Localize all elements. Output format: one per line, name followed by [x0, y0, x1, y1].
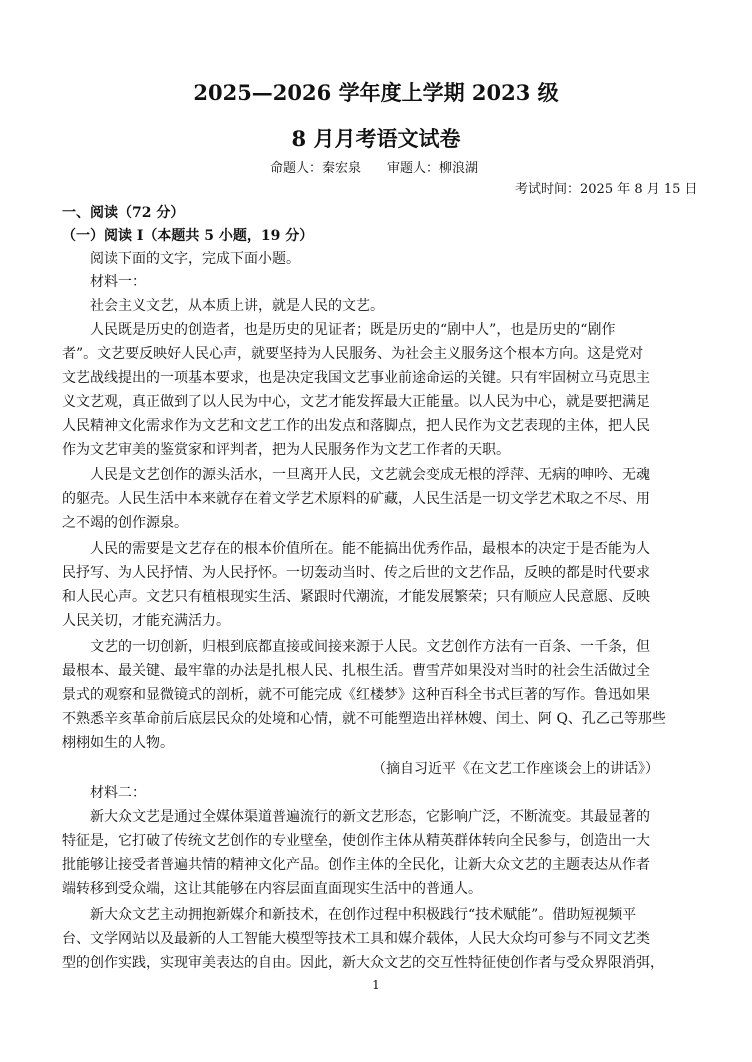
text-line: 不熟悉辛亥革命前后底层民众的处境和心情，就不可能塑造出祥林嫂、闰土、阿 Q、孔乙己等那些: [62, 711, 666, 727]
text-line: 和人民心声。文艺只有植根现实生活、紧跟时代潮流，才能发展繁荣；只有顺应人民意愿、反映: [62, 589, 650, 605]
text-line: 端转移到受众端，这让其能够在内容层面直面现实生活中的普通人。: [62, 881, 482, 897]
text-line: 之不竭的创作源泉。: [62, 515, 188, 531]
text-line: 特征是，它打破了传统文艺创作的专业壁垒，使创作主体从精英群体转向全民参与，创造出一大: [62, 833, 650, 849]
text-line: 社会主义文艺，从本质上讲，就是人民的文艺。: [90, 298, 384, 314]
exam-title: 2025—2026 学年度上学期 2023 级: [193, 80, 559, 105]
exam-time: 考试时间：2025 年 8 月 15 日: [515, 182, 698, 197]
subsection-heading: （一）阅读 I（本题共 5 小题，19 分）: [62, 228, 314, 244]
text-line: 文艺的一切创新，归根到底都直接或间接来源于人民。文艺创作方法有一百条、一千条，但: [90, 639, 650, 655]
source-citation: （摘自习近平《在文艺工作座谈会上的讲话》）: [372, 761, 659, 777]
exam-subtitle: 8 月月考语文试卷: [291, 126, 461, 151]
text-line: 人民的需要是文艺存在的根本价值所在。能不能搞出优秀作品，最根本的决定于是否能为人: [90, 541, 650, 557]
text-line: 新大众文艺是通过全媒体渠道普遍流行的新文艺形态，它影响广泛，不断流变。其最显著的: [90, 809, 650, 825]
text-line: 新大众文艺主动拥抱新媒介和新技术，在创作过程中积极践行“技术赋能”。借助短视频平: [90, 907, 637, 923]
text-line: 批能够让接受者普遍共情的精神文化产品。创作主体的全民化，让新大众文艺的主题表达从作者: [62, 857, 650, 873]
text-line: 文艺战线提出的一项基本要求，也是决定我国文艺事业前途命运的关键。只有牢固树立马克思主: [62, 370, 650, 386]
text-line: 栩栩如生的人物。: [62, 735, 174, 751]
authors-line: 命题人：秦宏泉 审题人：柳浪湖: [270, 161, 479, 176]
text-line: 最根本、最关键、最牢靠的办法是扎根人民、扎根生活。曹雪芹如果没对当时的社会生活做过全: [62, 663, 650, 679]
text-line: 人民是文艺创作的源头活水，一旦离开人民，文艺就会变成无根的浮萍、无病的呻吟、无魂: [90, 467, 650, 483]
text-line: 的躯壳。人民生活中本来就存在着文学艺术原料的矿藏，人民生活是一切文学艺术取之不尽、用: [62, 491, 650, 507]
text-line: 者”。文艺要反映好人民心声，就要坚持为人民服务、为社会主义服务这个根本方向。这是党对: [62, 346, 644, 362]
text-line: 人民既是历史的创造者，也是历史的见证者；既是历史的“剧中人”，也是历史的“剧作: [90, 322, 616, 338]
text-line: 人民关切，才能充满活力。: [62, 613, 230, 629]
text-line: 景式的观察和显微镜式的剖析，就不可能完成《红楼梦》这种百科全书式巨著的写作。鲁迅如果: [62, 687, 650, 703]
text-line: 人民精神文化需求作为文艺和文艺工作的出发点和落脚点，把人民作为文艺表现的主体，把人民: [62, 418, 650, 434]
section-heading: 一、阅读（72 分）: [62, 205, 185, 221]
text-line: 民抒写、为人民抒情、为人民抒怀。一切轰动当时、传之后世的文艺作品，反映的都是时代要求: [62, 565, 650, 581]
text-line: 义文艺观，真正做到了以人民为中心，文艺才能发挥最大正能量。以人民为中心，就是要把满足: [62, 394, 650, 410]
material-label: 材料一：: [90, 274, 146, 290]
instruction-text: 阅读下面的文字，完成下面小题。: [90, 251, 300, 267]
page-number: 1: [372, 978, 380, 992]
text-line: 型的创作实践，实现审美表达的自由。因此，新大众文艺的交互性特征使创作者与受众界限消弭，: [62, 955, 664, 971]
material-label: 材料二：: [90, 785, 146, 801]
text-line: 台、文学网站以及最新的人工智能大模型等技术工具和媒介载体，人民大众均可参与不同文艺类: [62, 931, 650, 947]
text-line: 作为文艺审美的鉴赏家和评判者，把为人民服务作为文艺工作者的天职。: [62, 442, 510, 458]
